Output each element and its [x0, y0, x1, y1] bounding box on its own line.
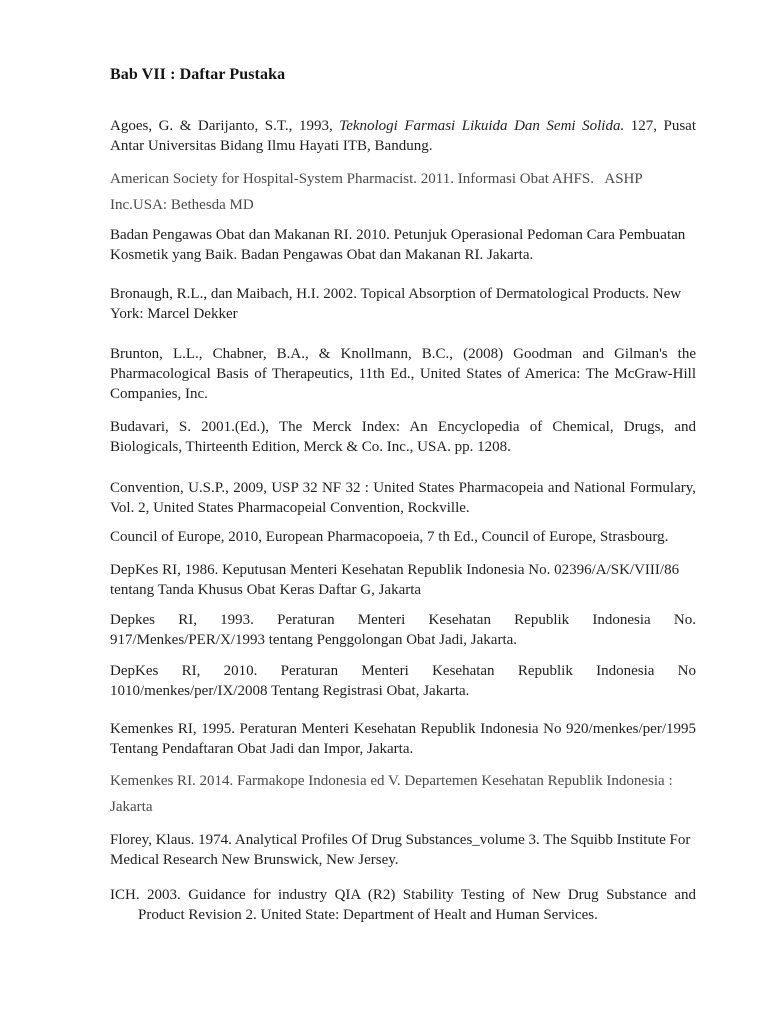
reference-entry: Badan Pengawas Obat dan Makanan RI. 2010. Petunjuk Operasional Pedoman Cara Pembuatan Kosmetik yang Baik. Badan Pengawas Obat dan Makanan RI. Jakarta.: [110, 227, 690, 263]
reference-entry: Brunton, L.L., Chabner, B.A., & Knollmann, B.C., (2008) Goodman and Gilman's the Pharmacological Basis of Therapeutics, 11th Ed., United States of America: The McGraw-Hill Companies, Inc.: [110, 346, 700, 402]
reference-text: 127, Pusat Antar Universitas Bidang Ilmu Hayati ITB, Bandung.: [110, 118, 699, 154]
reference-entry: Bronaugh, R.L., dan Maibach, H.I. 2002. Topical Absorption of Dermatological Products. New York: Marcel Dekker: [110, 286, 685, 322]
reference-entry: DepKes RI, 2010. Peraturan Menteri Kesehatan Republik Indonesia No 1010/menkes/per/IX/2008 Tentang Registrasi Obat, Jakarta.: [110, 663, 700, 699]
reference-entry: Council of Europe, 2010, European Pharmacopoeia, 7 th Ed., Council of Europe, Strasbourg.: [110, 529, 669, 545]
reference-title-italic: Teknologi Farmasi Likuida Dan Semi Solida.: [339, 118, 625, 134]
chapter-heading: Bab VII : Daftar Pustaka: [110, 66, 286, 83]
reference-entry: ICH. 2003. Guidance for industry QIA (R2) Stability Testing of New Drug Substance and Product Revision 2. United State: Department of Healt and Human Services.: [110, 887, 700, 923]
reference-entry: Kemenkes RI, 1995. Peraturan Menteri Kesehatan Republik Indonesia No 920/menkes/per/1995 Tentang Pendaftaran Obat Jadi dan Impor, Jakarta.: [110, 721, 700, 757]
reference-entry: [110, 116, 699, 156]
reference-entry: American Society for Hospital-System Pharmacist. 2011. Informasi Obat AHFS. ASHP Inc.USA: Bethesda MD: [110, 171, 646, 213]
reference-entry: Kemenkes RI. 2014. Farmakope Indonesia ed V. Departemen Kesehatan Republik Indonesia : Jakarta: [110, 773, 677, 815]
reference-entry: Convention, U.S.P., 2009, USP 32 NF 32 : United States Pharmacopeia and National Formulary, Vol. 2, United States Pharmacopeial Convention, Rockville.: [110, 480, 700, 516]
reference-entry: DepKes RI, 1986. Keputusan Menteri Kesehatan Republik Indonesia No. 02396/A/SK/VIII/86 tentang Tanda Khusus Obat Keras Daftar G, Jakarta: [110, 562, 683, 598]
reference-entry: Florey, Klaus. 1974. Analytical Profiles Of Drug Substances_volume 3. The Squibb Institute For Medical Research New Brunswick, New Jersey.: [110, 832, 695, 868]
reference-text: Agoes, G. & Darijanto, S.T., 1993,: [110, 118, 340, 134]
reference-entry: Budavari, S. 2001.(Ed.), The Merck Index: An Encyclopedia of Chemical, Drugs, and Biologicals, Thirteenth Edition, Merck & Co. Inc., USA. pp. 1208.: [110, 419, 700, 455]
reference-entry: Depkes RI, 1993. Peraturan Menteri Kesehatan Republik Indonesia No. 917/Menkes/PER/X/1993 tentang Penggolongan Obat Jadi, Jakarta.: [110, 612, 700, 648]
